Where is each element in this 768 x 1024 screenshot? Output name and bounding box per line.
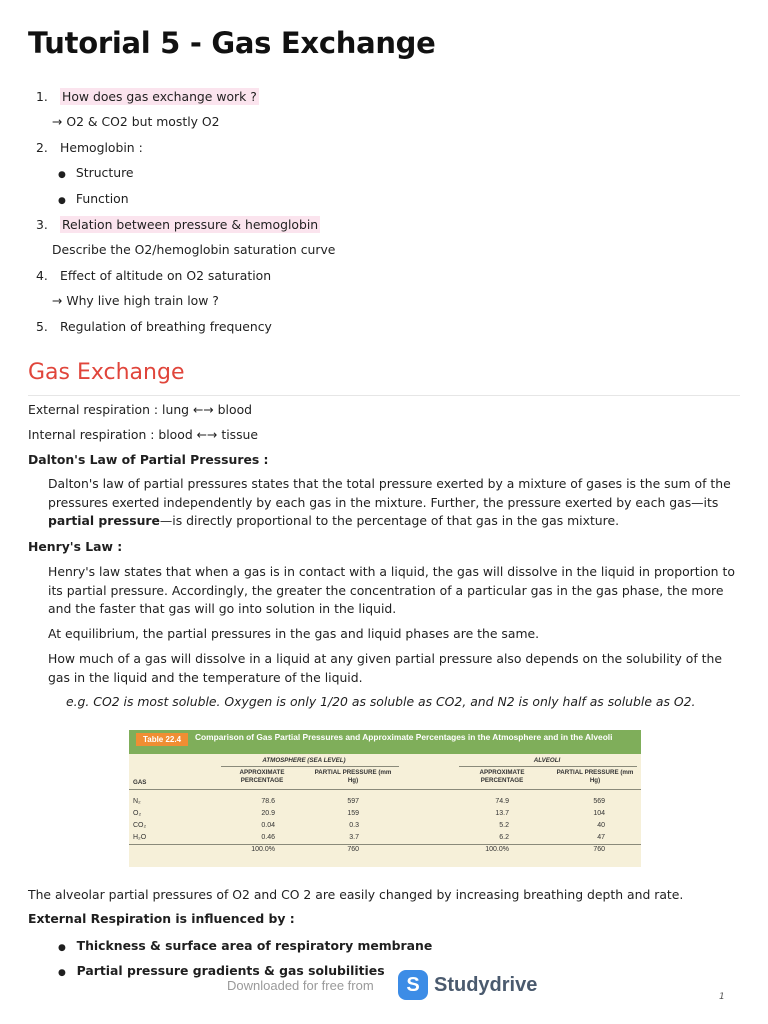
table-caption: Comparison of Gas Partial Pressures and Approximate Percentages in the Atmosphere and in the Alveoli — [195, 732, 613, 742]
outline-sub-3: Describe the O2/hemoglobin saturation curve — [52, 242, 336, 257]
bullet-icon: ● — [58, 196, 66, 206]
influence-item-1: ● Thickness & surface area of respiratory membrane — [58, 937, 432, 957]
henry-heading: Henry's Law : — [28, 539, 123, 554]
table-rule — [459, 766, 637, 767]
table-cell-atm-pp: 159 — [347, 810, 359, 817]
outline-item-1: 1. How does gas exchange work ? — [36, 89, 257, 104]
outline-item-5: 5. Regulation of breathing frequency — [36, 319, 272, 334]
download-footer-text: Downloaded for free from — [227, 978, 374, 993]
table-cell-alv-pct: 5.2 — [499, 822, 509, 829]
table-cell-alv-pp: 47 — [597, 834, 605, 841]
table-group-alveoli: ALVEOLI — [533, 757, 561, 764]
section-divider — [28, 395, 740, 396]
highlighted-text: Relation between pressure & hemoglobin — [62, 217, 319, 232]
table-cell-atm-pct: 78.6 — [261, 798, 275, 805]
highlighted-text: How does gas exchange work ? — [62, 89, 257, 104]
table-cell-gas: CO₂ — [133, 822, 147, 829]
table-cell-atm-pp: 3.7 — [349, 834, 359, 841]
dalton-paragraph: Dalton's law of partial pressures states that the total pressure exerted by a mixture of gases is the sum of the pressures exerted independently by each gas in the mixture. Further, the pressure exerted by each gas—its partial pressure—is directly proportional to the percentage of that gas in the gas mixture. — [48, 476, 731, 528]
table-badge: Table 22.4 — [136, 733, 188, 746]
table-group-atmosphere: ATMOSPHERE (SEA LEVEL) — [262, 757, 346, 764]
table-cell-alv-pp: 40 — [597, 822, 605, 829]
outline-bullet-function: ● Function — [58, 190, 129, 210]
table-cell-alv-pct: 6.2 — [499, 834, 509, 841]
henry-paragraph-2: At equilibrium, the partial pressures in the gas and liquid phases are the same. — [48, 626, 540, 641]
table-cell-alv-pct: 13.7 — [495, 810, 509, 817]
external-respiration-line: External respiration : lung ←→ blood — [28, 402, 253, 417]
bullet-icon: ● — [58, 943, 66, 953]
external-respiration-heading: External Respiration is influenced by : — [28, 911, 295, 926]
influence-item-2: ● Partial pressure gradients & gas solubilities — [58, 962, 385, 982]
table-col-atm-pp: PARTIAL PRESSURE (mm Hg) — [314, 769, 392, 784]
table-cell-atm-pct: 20.9 — [261, 810, 275, 817]
table-rule — [221, 766, 399, 767]
table-cell-atm-pct: 100.0% — [251, 846, 275, 853]
outline-bullet-structure: ● Structure — [58, 164, 134, 184]
table-col-alv-pct: APPROXIMATE PERCENTAGE — [479, 769, 525, 784]
henry-paragraph-3: How much of a gas will dissolve in a liquid at any given partial pressure also depends on the solubility of the gas in the liquid and the temperature of the liquid. — [48, 651, 722, 685]
table-cell-gas: O₂ — [133, 810, 142, 817]
table-col-atm-pct: APPROXIMATE PERCENTAGE — [239, 769, 285, 784]
table-cell-atm-pct: 0.04 — [261, 822, 275, 829]
table-cell-gas: H₂O — [133, 834, 147, 841]
section-title: Gas Exchange — [28, 360, 185, 385]
outline-item-4: 4. Effect of altitude on O2 saturation — [36, 268, 272, 283]
table-cell-alv-pp: 104 — [593, 810, 605, 817]
henry-paragraph-1: Henry's law states that when a gas is in contact with a liquid, the gas will dissolve in the liquid in proportion to its partial pressure. Accordingly, the greater the concentration of a particular gas in the gas phase, the more and the faster that gas will go into solution in the liquid. — [48, 564, 735, 616]
bullet-icon: ● — [58, 170, 66, 180]
table-cell-atm-pp: 0.3 — [349, 822, 359, 829]
partial-pressure-table — [129, 730, 641, 867]
table-cell-alv-pct: 74.9 — [495, 798, 509, 805]
outline-item-3: 3. Relation between pressure & hemoglobin — [36, 217, 319, 232]
table-cell-alv-pp: 760 — [593, 846, 605, 853]
table-cell-alv-pct: 100.0% — [485, 846, 509, 853]
page-title: Tutorial 5 - Gas Exchange — [28, 26, 436, 60]
outline-sub-4: → Why live high train low ? — [52, 293, 219, 308]
table-rule — [129, 789, 641, 790]
bullet-icon: ● — [58, 968, 66, 978]
table-col-gas: GAS — [133, 779, 147, 786]
table-cell-atm-pp: 760 — [347, 846, 359, 853]
studydrive-logo-icon[interactable]: S — [398, 970, 428, 1000]
page-number: 1 — [719, 992, 725, 1002]
table-cell-gas: N₂ — [133, 798, 141, 805]
alveolar-text: The alveolar partial pressures of O2 and CO 2 are easily changed by increasing breathing depth and rate. — [28, 887, 684, 902]
henry-example: e.g. CO2 is most soluble. Oxygen is only 1/20 as soluble as CO2, and N2 is only half as soluble as O2. — [66, 694, 696, 709]
outline-item-2: 2. Hemoglobin : — [36, 140, 143, 155]
outline-sub-1: → O2 & CO2 but mostly O2 — [52, 114, 220, 129]
table-cell-alv-pp: 569 — [593, 798, 605, 805]
table-cell-atm-pp: 597 — [347, 798, 359, 805]
studydrive-brand[interactable]: Studydrive — [434, 974, 538, 996]
table-cell-atm-pct: 0.46 — [261, 834, 275, 841]
dalton-heading: Dalton's Law of Partial Pressures : — [28, 452, 269, 467]
internal-respiration-line: Internal respiration : blood ←→ tissue — [28, 427, 259, 442]
table-col-alv-pp: PARTIAL PRESSURE (mm Hg) — [556, 769, 634, 784]
